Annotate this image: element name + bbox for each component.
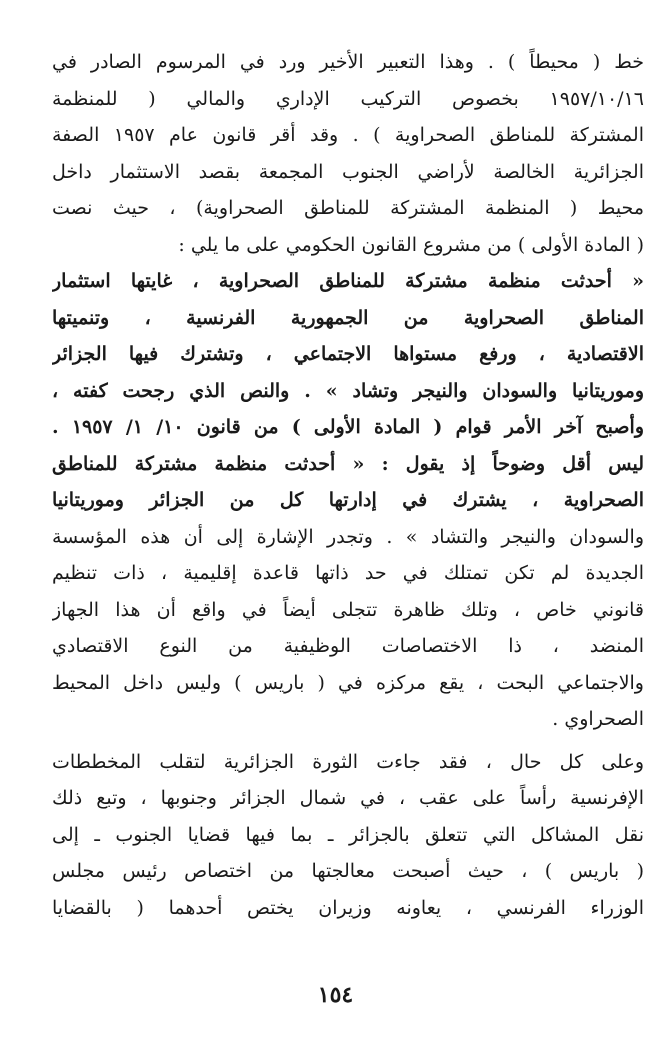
quoted-text-line: ليس أقل وضوحاً إذ يقول : « أحدثت منظمة مشتركة للمناطق	[52, 452, 644, 475]
text-line: الجديدة لم تكن تمتلك في حد ذاتها قاعدة إقليمية ، ذات تنظيم	[52, 562, 644, 584]
text-line: ( المادة الأولى ) من مشروع القانون الحكومي على ما يلي :	[178, 233, 644, 256]
text-line: قانوني خاص ، وتلك ظاهرة تتجلى أيضاً في واقع أن هذا الجهاز	[52, 598, 644, 621]
paragraph-2	[52, 744, 644, 927]
text-line: المشتركة للمناطق الصحراوية ) . وقد أقر قانون عام ١٩٥٧ الصفة	[52, 124, 644, 146]
page-number: ١٥٤	[317, 982, 354, 1008]
quoted-text-line: وأصبح آخر الأمر قوام ( المادة الأولى ) من قانون ١٠/ ١/ ١٩٥٧ .	[52, 416, 644, 438]
text-line: ١٩٥٧/١٠/١٦ بخصوص التركيب الإداري والمالي ( للمنظمة	[52, 87, 644, 110]
quoted-text-line: الاقتصادية ، ورفع مستواها الاجتماعي ، وتشترك فيها الجزائر	[52, 343, 644, 365]
text-line: الجزائرية الخالصة لأراضي الجنوب المجمعة بقصد الاستثمار داخل	[52, 160, 644, 183]
quoted-text-line: « أحدثت منظمة مشتركة للمناطق الصحراوية ، غايتها استثمار	[52, 270, 644, 292]
text-line: والسودان والنيجر والتشاد » . وتجدر الإشارة إلى أن هذه المؤسسة	[52, 525, 644, 548]
paragraph-1	[52, 44, 644, 263]
quoted-text-line: المناطق الصحراوية من الجمهورية الفرنسية ، وتنميتها	[52, 306, 644, 329]
text-line: وعلى كل حال ، فقد جاءت الثورة الجزائرية لتقلب المخططات	[52, 750, 644, 773]
quote-paragraph	[52, 263, 644, 738]
text-line: خط ( محيطاً ) . وهذا التعبير الأخير ورد في المرسوم الصادر في	[52, 51, 644, 73]
text-line: الوزراء الفرنسي ، يعاونه وزيران يختص أحدهما ( بالقضايا	[52, 896, 644, 919]
text-line: ( باريس ) ، حيث أصبحت معالجتها من اختصاص رئيس مجلس	[52, 860, 644, 882]
text-line: والاجتماعي البحت ، يقع مركزه في ( باريس ) وليس داخل المحيط	[52, 671, 644, 694]
text-line: محيط ( المنظمة المشتركة للمناطق الصحراوية) ، حيث نصت	[52, 197, 644, 219]
text-line: الصحراوي .	[552, 708, 644, 730]
text-line: نقل المشاكل التي تتعلق بالجزائر ـ بما فيها قضايا الجنوب ـ إلى	[52, 823, 644, 846]
text-line: الإفرنسية رأساً على عقب ، في شمال الجزائر وجنوبها ، وتبع ذلك	[52, 787, 644, 809]
quoted-text-line: الصحراوية ، يشترك في إدارتها كل من الجزائر وموريتانيا	[52, 489, 644, 511]
document-page	[52, 44, 644, 926]
quoted-text-line: وموريتانيا والسودان والنيجر وتشاد » . والنص الذي رجحت كفته ،	[52, 379, 644, 402]
text-line: المنضد ، ذا الاختصاصات الوظيفية من النوع الاقتصادي	[52, 635, 644, 657]
